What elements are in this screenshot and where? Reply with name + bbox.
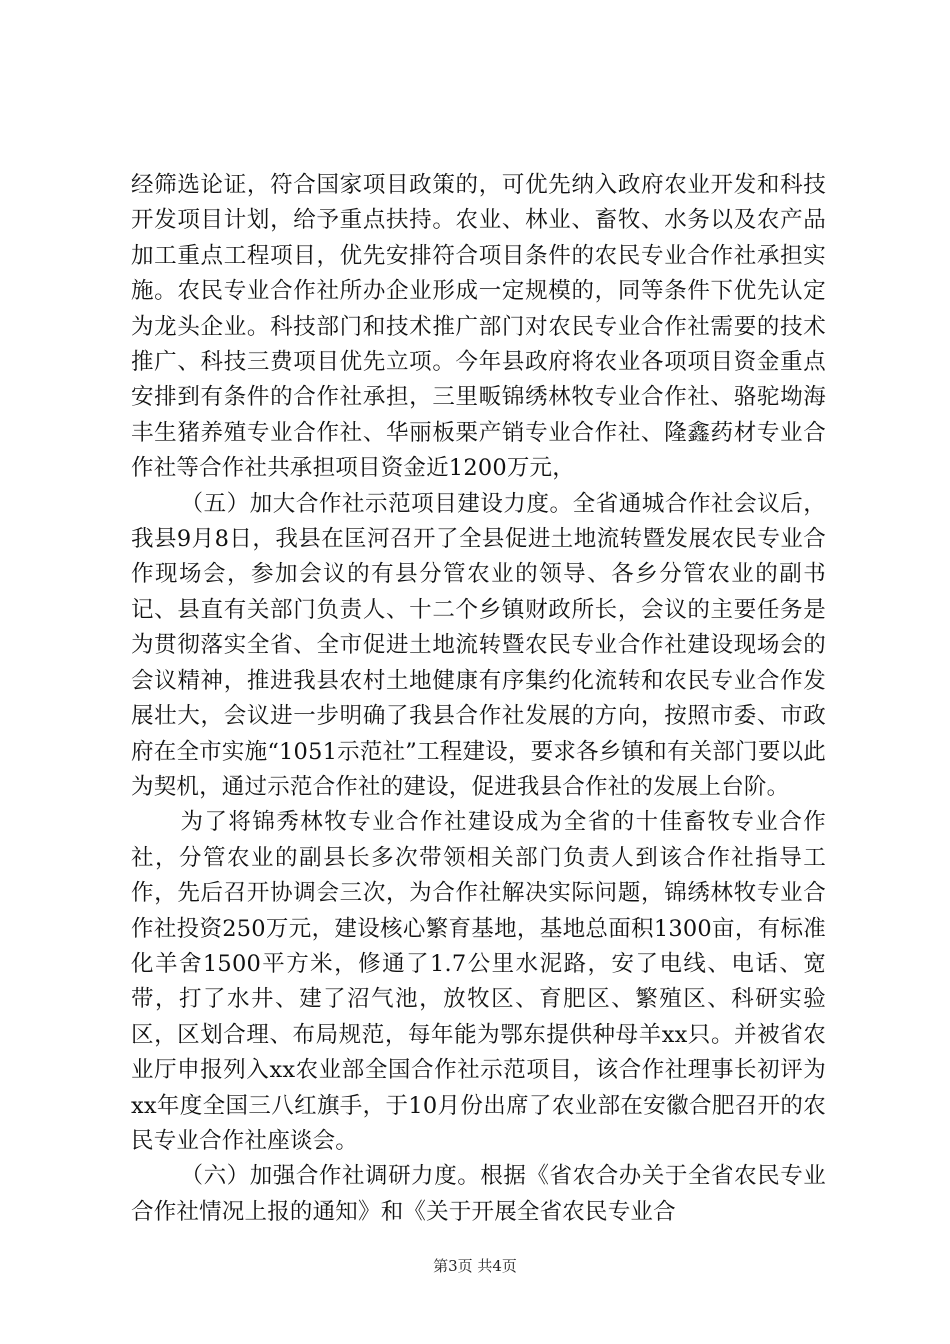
paragraph-research-efforts: （六）加强合作社调研力度。根据《省农合办关于全省农民专业合作社情况上报的通知》和《关于开展全省农民专业合 (131, 1163, 826, 1225)
paragraph-demonstration-projects: （五）加大合作社示范项目建设力度。全省通城合作社会议后，我县9月8日，我县在匡河召开了全县促进土地流转暨发展农民专业合作现场会，参加会议的有县分管农业的领导、各乡分管农业的副书记、县直有关部门负责人、十二个乡镇财政所长，会议的主要任务是为贯彻落实全省、全市促进土地流转暨农民专业合作社建设现场会的会议精神，推进我县农村土地健康有序集约化流转和农民专业合作发展壮大，会议进一步明确了我县合作社发展的方向，按照市委、市政府在全市实施“1051示范社”工程建设，要求各乡镇和有关部门要以此为契机，通过示范合作社的建设，促进我县合作社的发展上台阶。 (131, 490, 826, 800)
page-number-footer: 第3页 共4页 (433, 1257, 517, 1275)
paragraph-project-funding: 经筛选论证，符合国家项目政策的，可优先纳入政府农业开发和科技开发项目计划，给予重点扶持。农业、林业、畜牧、水务以及农产品加工重点工程项目，优先安排符合项目条件的农民专业合作社承担实施。农民专业合作社所办企业形成一定规模的，同等条件下优先认定为龙头企业。科技部门和技术推广部门对农民专业合作社需要的技术推广、科技三费项目优先立项。今年县政府将农业各项项目资金重点安排到有条件的合作社承担，三里畈锦绣林牧专业合作社、骆驼坳海丰生猪养殖专业合作社、华丽板栗产销专业合作社、隆鑫药材专业合作社等合作社共承担项目资金近1200万元， (131, 172, 826, 482)
document-body (131, 168, 826, 1230)
paragraph-jinxiu-cooperative: 为了将锦秀林牧专业合作社建设成为全省的十佳畜牧专业合作社，分管农业的副县长多次带领相关部门负责人到该合作社指导工作，先后召开协调会三次，为合作社解决实际问题，锦绣林牧专业合作社投资250万元，建设核心繁育基地，基地总面积1300亩，有标准化羊舍1500平方米，修通了1.7公里水泥路，安了电线、电话、宽带，打了水井、建了沼气池，放牧区、育肥区、繁殖区、科研实验区，区划合理、布局规范，每年能为鄂东提供种母羊xx只。并被省农业厅申报列入xx农业部全国合作社示范项目，该合作社理事长初评为xx年度全国三八红旗手，于10月份出席了农业部在安徽合肥召开的农民专业合作社座谈会。 (131, 809, 826, 1154)
